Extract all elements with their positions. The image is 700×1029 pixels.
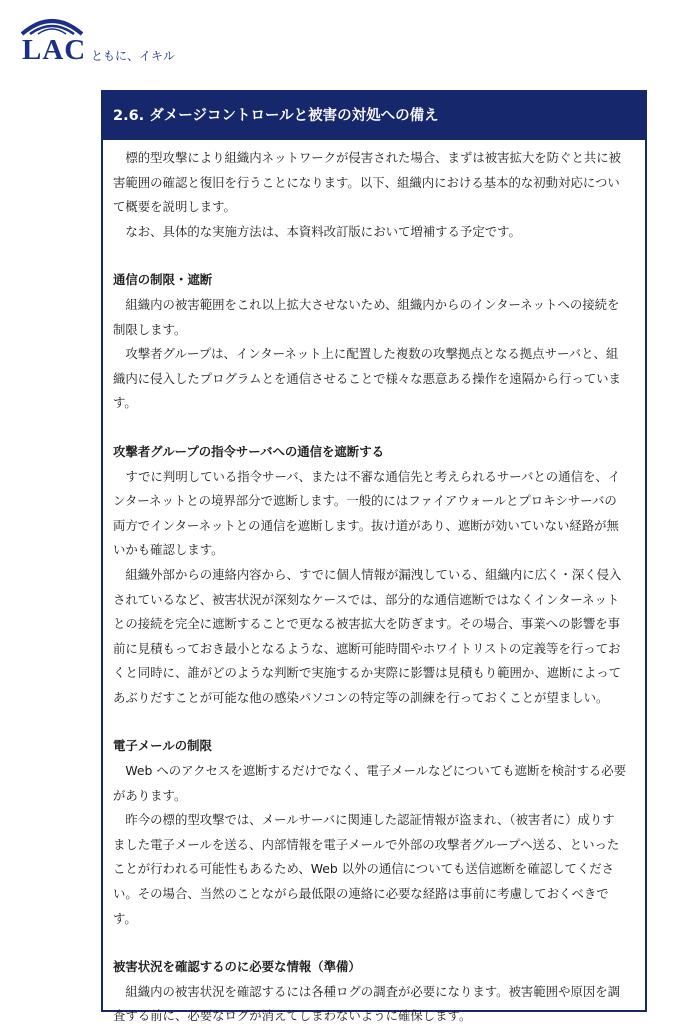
logo-wordmark: LAC: [22, 34, 87, 66]
subsection-heading-email: 電子メールの制限: [113, 738, 212, 754]
intro-paragraph: 標的型攻撃により組織内ネットワークが侵害された場合、まずは被害拡大を防ぐと共に被害範囲の確認と復旧を行うことになります。以下、組織内における基本的な初動対応について概要を説明します。: [113, 150, 622, 215]
intro-note-paragraph: なお、具体的な実施方法は、本資料改訂版において増補する予定です。: [125, 223, 521, 239]
body-paragraph: 昨今の標的型攻撃では、メールサーバに関連した認証情報が盗まれ、（被害者に）成りすました電子メールを送る、内部情報を電子メールで外部の攻撃者グループへ送る、といったことが行われる可能性もあるため、Web 以外の通信についても送信遮断を確認してください。その場合、当然のことながら最低限の連絡に必要な経路は事前に考慮しておくべきです。: [113, 812, 620, 926]
body-paragraph: 組織内の被害状況を確認するには各種ログの調査が必要になります。被害範囲や原因を調査する前に、必要なログが消えてしまわないように確保します。: [113, 983, 621, 1024]
body-paragraph: 攻撃者グループは、インターネット上に配置した複数の攻撃拠点となる拠点サーバと、組織内に侵入したプログラムとを通信させることで様々な悪意ある操作を遠隔から行っています。: [113, 346, 621, 411]
subsection-heading-damage-info: 被害状況を確認するのに必要な情報（準備）: [113, 959, 361, 975]
section-title: 2.6. ダメージコントロールと被害の対処への備え: [103, 92, 645, 140]
subsection-heading-restrict: 通信の制限・遮断: [113, 272, 213, 288]
lac-logo: [20, 12, 200, 68]
body-paragraph: 組織外部からの連絡内容から、すでに個人情報が漏洩している、組織内に広く・深く侵入されているなど、被害状況が深刻なケースでは、部分的な通信遮断ではなくインターネットとの接続を完全に遮断することで更なる被害拡大を防ぎます。その場合、事業への影響を事前に見積もっておき最小となるような、遮断可能時間やホワイトリストの定義等を行っておくと同時に、誰がどのような判断で実施するか実際に影響は見積もり範囲か、遮断によってあぶりだすことが可能な他の感染パソコンの特定等の訓練を行っておくことが望ましい。: [113, 566, 622, 705]
section-body: [103, 140, 645, 1029]
body-paragraph: すでに判明している指令サーバ、または不審な通信先と考えられるサーバとの通信を、インターネットとの境界部分で遮断します。一般的にはファイアウォールとプロキシサーバの両方でインターネットとの通信を遮断します。抜け道があり、遮断が効いていない経路が無いかも確認します。: [113, 468, 621, 558]
logo-tagline: ともに、イキル: [91, 49, 175, 63]
body-paragraph: Web へのアクセスを遮断するだけでなく、電子メールなどについても遮断を検討する必要があります。: [113, 763, 627, 803]
subsection-heading-c2-block: 攻撃者グループの指令サーバへの通信を遮断する: [113, 443, 384, 459]
body-paragraph: 組織内の被害範囲をこれ以上拡大させないため、組織内からのインターネットへの接続を制限します。: [113, 296, 620, 337]
section-panel: [101, 90, 647, 1024]
logo-arc-icon: [20, 12, 84, 36]
